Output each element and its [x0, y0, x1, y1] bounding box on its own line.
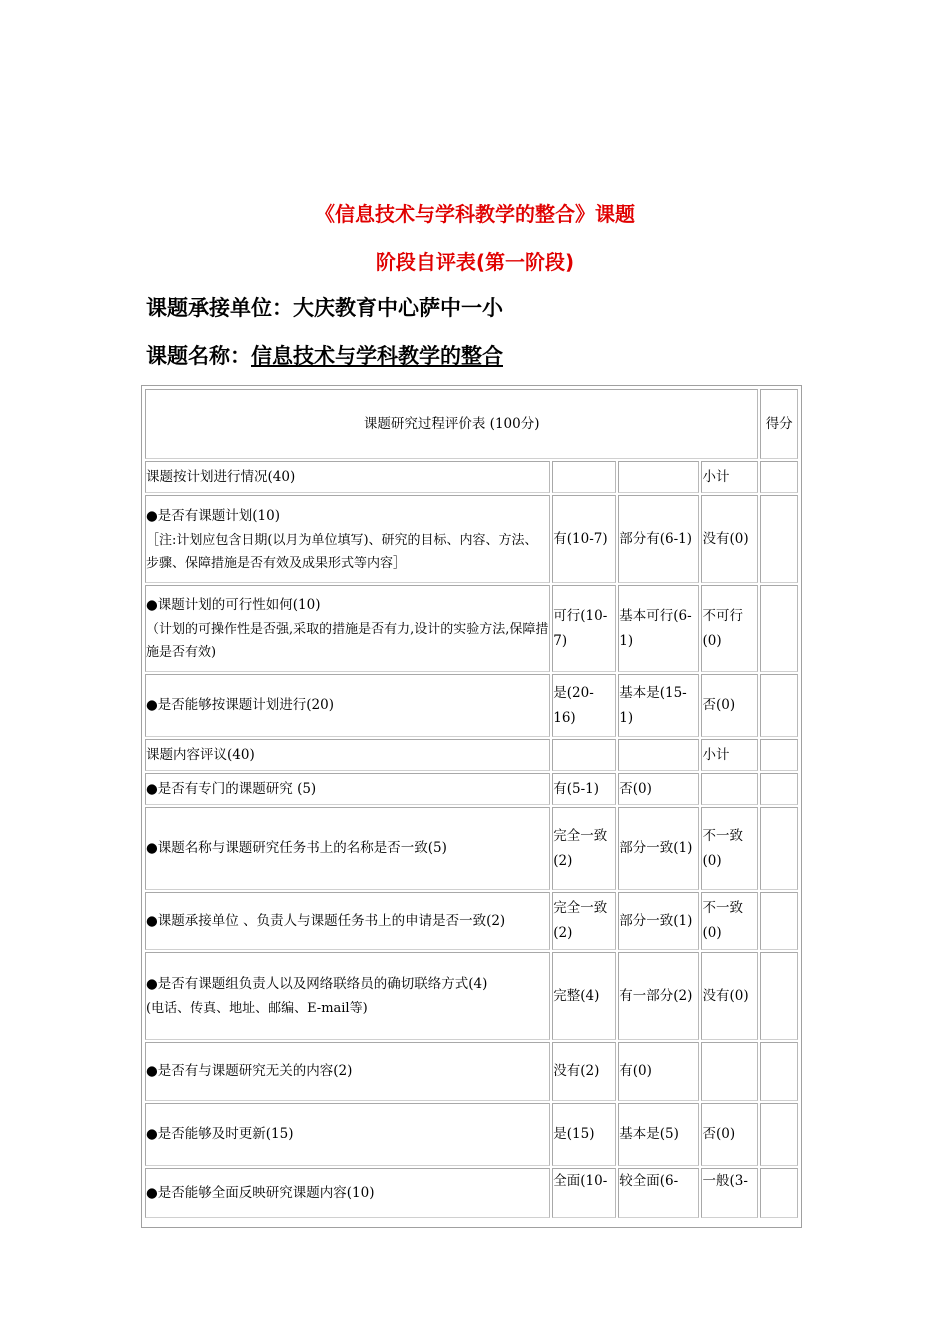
score-cell [760, 1103, 798, 1166]
question-text: ●是否有与课题研究无关的内容(2) [146, 1063, 353, 1079]
option-c: 没有(0) [701, 952, 758, 1040]
option-c: 不一致(0) [701, 807, 758, 890]
option-a: 完整(4) [552, 952, 616, 1040]
option-b: 部分一致(1) [618, 892, 699, 950]
question-note: ［注:计划应包含日期(以月为单位填写)、研究的目标、内容、方法、步骤、保障措施是否有效及成果形式等内容］ [146, 532, 538, 571]
question-cell [145, 1042, 550, 1101]
section-row [145, 461, 798, 493]
table-row [145, 1042, 798, 1101]
table-row [145, 807, 798, 890]
question-note: (电话、传真、地址、邮编、E-mail等) [146, 1001, 368, 1016]
table-row [145, 585, 798, 672]
section-label: 课题内容评议(40) [145, 739, 550, 771]
option-a: 是(20-16) [552, 674, 616, 737]
option-c: 否(0) [701, 1103, 758, 1166]
question-cell [145, 952, 550, 1040]
evaluation-table [143, 387, 800, 1220]
question-cell [145, 892, 550, 950]
table-title: 课题研究过程评价表 (100分) [145, 389, 758, 459]
question-cell [145, 1103, 550, 1166]
score-header: 得分 [760, 389, 798, 459]
option-c [701, 773, 758, 805]
score-cell [760, 495, 798, 583]
question-cell [145, 495, 550, 583]
question-text: ●是否能够及时更新(15) [146, 1126, 294, 1142]
option-a: 没有(2) [552, 1042, 616, 1101]
option-c [701, 1042, 758, 1101]
score-cell [760, 952, 798, 1040]
section-label: 课题按计划进行情况(40) [145, 461, 550, 493]
section-row [145, 739, 798, 771]
question-text: ●是否有课题组负责人以及网络联络员的确切联络方式(4) [146, 976, 488, 992]
table-row [145, 1103, 798, 1166]
question-text: ●是否有专门的课题研究 (5) [146, 780, 317, 797]
question-text: ●课题承接单位 、负责人与课题任务书上的申请是否一致(2) [146, 912, 506, 929]
option-c: 否(0) [701, 674, 758, 737]
table-row [145, 674, 798, 737]
option-a: 可行(10-7) [552, 585, 616, 672]
question-text: ●是否有课题计划(10) [146, 507, 280, 524]
option-b: 基本可行(6-1) [618, 585, 699, 672]
score-cell [760, 773, 798, 805]
table-row [145, 1168, 798, 1218]
option-c: 不一致(0) [701, 892, 758, 950]
question-cell [145, 807, 550, 890]
option-b: 部分有(6-1) [618, 495, 699, 583]
question-text: ●是否能够全面反映研究课题内容(10) [146, 1184, 375, 1201]
score-cell [760, 739, 798, 771]
unit-line [146, 292, 503, 322]
document-title: 《信息技术与学科教学的整合》课题 [315, 202, 635, 226]
topic-line [146, 340, 503, 370]
option-b: 基本是(15-1) [618, 674, 699, 737]
table-cell [618, 461, 699, 493]
option-a: 完全一致(2) [552, 892, 616, 950]
topic-label: 课题名称： [146, 344, 251, 368]
score-cell [760, 1168, 798, 1218]
score-cell [760, 892, 798, 950]
table-row [145, 495, 798, 583]
question-text: ●课题名称与课题研究任务书上的名称是否一致(5) [146, 840, 447, 856]
option-c: 一般(3- [701, 1168, 758, 1218]
table-row [145, 892, 798, 950]
option-b: 较全面(6- [618, 1168, 699, 1218]
document-subtitle: 阶段自评表(第一阶段) [375, 250, 575, 274]
question-cell [145, 585, 550, 672]
table-row [145, 952, 798, 1040]
subtotal-label: 小计 [701, 461, 758, 493]
subtotal-label: 小计 [701, 739, 758, 771]
option-b: 部分一致(1) [618, 807, 699, 890]
option-a: 有(5-1) [552, 773, 616, 805]
table-cell [552, 461, 616, 493]
question-note: （计划的可操作性是否强,采取的措施是否有力,设计的实验方法,保障措施是否有效) [146, 622, 549, 660]
unit-label: 课题承接单位： [146, 296, 293, 320]
evaluation-table-frame [141, 385, 802, 1228]
score-cell [760, 807, 798, 890]
option-c: 没有(0) [701, 495, 758, 583]
score-cell [760, 461, 798, 493]
option-b: 否(0) [618, 773, 699, 805]
question-cell [145, 773, 550, 805]
option-b: 有(0) [618, 1042, 699, 1101]
question-text: ●是否能够按课题计划进行(20) [146, 697, 334, 713]
table-row [145, 773, 798, 805]
score-cell [760, 1042, 798, 1101]
option-a: 完全一致(2) [552, 807, 616, 890]
option-c: 不可行(0) [701, 585, 758, 672]
question-cell [145, 674, 550, 737]
table-cell [552, 739, 616, 771]
option-a: 是(15) [552, 1103, 616, 1166]
unit-value: 大庆教育中心萨中一小 [293, 296, 503, 320]
option-b: 基本是(5) [618, 1103, 699, 1166]
option-b: 有一部分(2) [618, 952, 699, 1040]
topic-value: 信息技术与学科教学的整合 [251, 344, 503, 368]
score-cell [760, 585, 798, 672]
question-text: ●课题计划的可行性如何(10) [146, 597, 321, 613]
option-a: 有(10-7) [552, 495, 616, 583]
option-a: 全面(10- [552, 1168, 616, 1218]
table-header-row [145, 389, 798, 459]
table-cell [618, 739, 699, 771]
score-cell [760, 674, 798, 737]
question-cell [145, 1168, 550, 1218]
